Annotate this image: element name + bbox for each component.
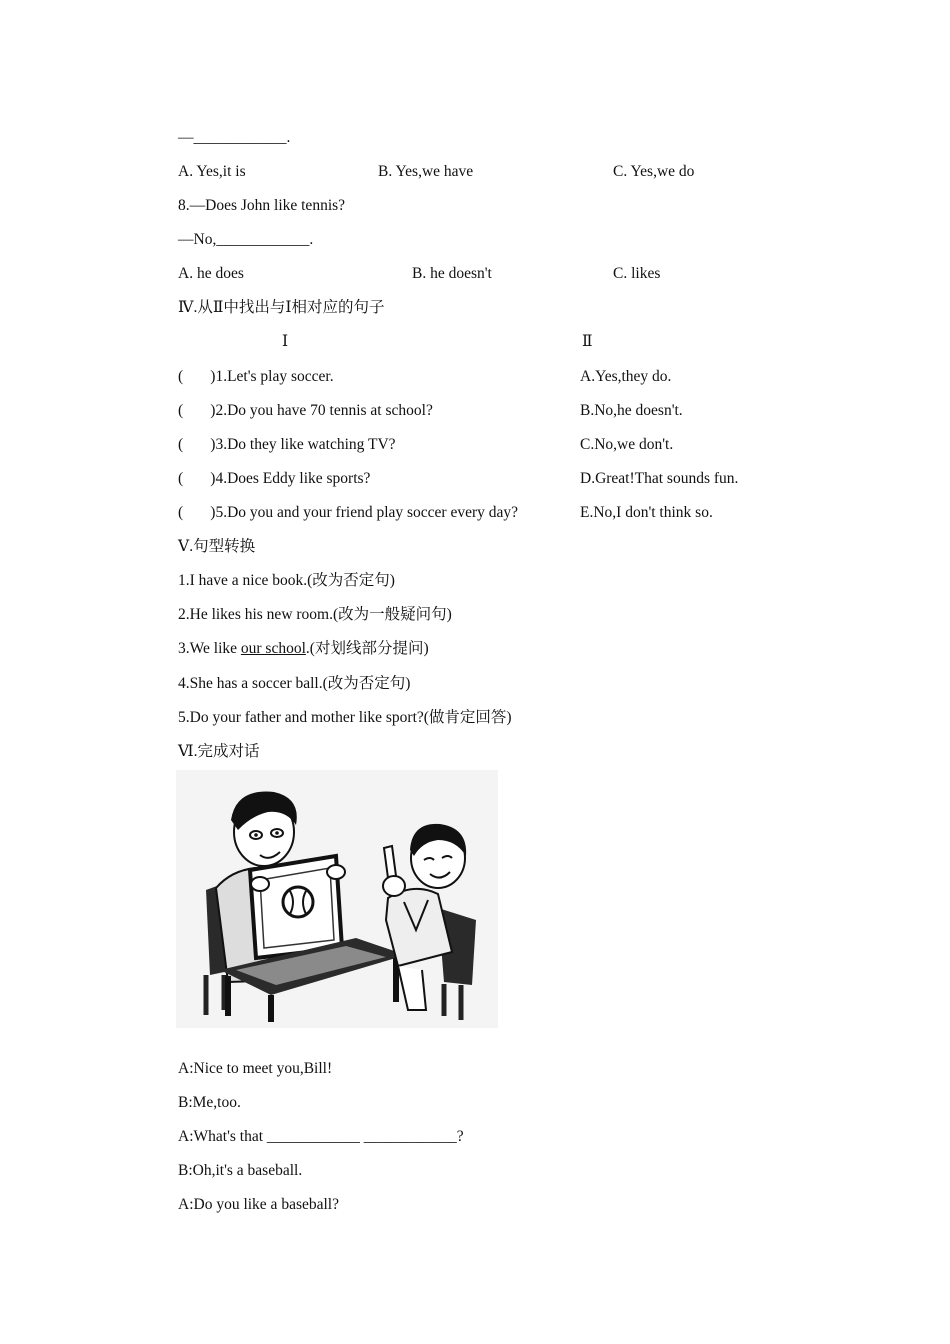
q7-option-b: B. Yes,we have bbox=[378, 163, 474, 180]
q8-question: 8.—Does John like tennis? bbox=[178, 197, 346, 214]
item3-suffix: .(对划线部分提问) bbox=[305, 640, 429, 657]
match-right-a: A.Yes,they do. bbox=[580, 368, 672, 385]
match-left-1: ( )1.Let's play soccer. bbox=[178, 368, 334, 385]
transform-item-1: 1.I have a nice book.(改为否定句) bbox=[178, 572, 395, 589]
transform-item-3 bbox=[178, 639, 429, 659]
q8-option-a: A. he does bbox=[178, 265, 244, 282]
match-left-5: ( )5.Do you and your friend play soccer every day? bbox=[178, 504, 519, 521]
dialogue-line-1: A:Nice to meet you,Bill! bbox=[178, 1060, 333, 1077]
dialogue-line-4: B:Oh,it's a baseball. bbox=[178, 1162, 303, 1179]
match-left-2: ( )2.Do you have 70 tennis at school? bbox=[178, 402, 433, 419]
item3-prefix: 3.We like bbox=[178, 640, 241, 657]
item3-underlined-text: our school bbox=[240, 640, 306, 657]
transform-item-2: 2.He likes his new room.(改为一般疑问句) bbox=[178, 606, 452, 623]
dialogue-line-3: A:What's that ____________ ____________? bbox=[178, 1128, 464, 1145]
section4-title: Ⅳ.从Ⅱ中找出与Ⅰ相对应的句子 bbox=[178, 299, 385, 316]
boys-with-baseball-picture bbox=[176, 770, 498, 1028]
section4-col1-header: Ⅰ bbox=[282, 333, 289, 350]
match-left-4: ( )4.Does Eddy like sports? bbox=[178, 470, 371, 487]
section6-title: Ⅵ.完成对话 bbox=[178, 743, 260, 760]
transform-item-5: 5.Do your father and mother like sport?(做肯定回答) bbox=[178, 709, 512, 726]
match-right-d: D.Great!That sounds fun. bbox=[580, 470, 739, 487]
match-left-3: ( )3.Do they like watching TV? bbox=[178, 436, 396, 453]
q7-answer-line: —____________. bbox=[178, 129, 291, 146]
q8-answer-line: —No,____________. bbox=[178, 231, 314, 248]
q7-option-c: C. Yes,we do bbox=[613, 163, 695, 180]
dialogue-line-2: B:Me,too. bbox=[178, 1094, 241, 1111]
dialogue-line-5: A:Do you like a baseball? bbox=[178, 1196, 339, 1213]
q8-option-b: B. he doesn't bbox=[412, 265, 492, 282]
q7-option-a: A. Yes,it is bbox=[178, 163, 246, 180]
section4-col2-header: Ⅱ bbox=[582, 333, 593, 350]
transform-item-4: 4.She has a soccer ball.(改为否定句) bbox=[178, 675, 411, 692]
match-right-c: C.No,we don't. bbox=[580, 436, 674, 453]
q8-option-c: C. likes bbox=[613, 265, 661, 282]
match-right-b: B.No,he doesn't. bbox=[580, 402, 683, 419]
section5-title: Ⅴ.句型转换 bbox=[178, 538, 256, 555]
match-right-e: E.No,I don't think so. bbox=[580, 504, 713, 521]
